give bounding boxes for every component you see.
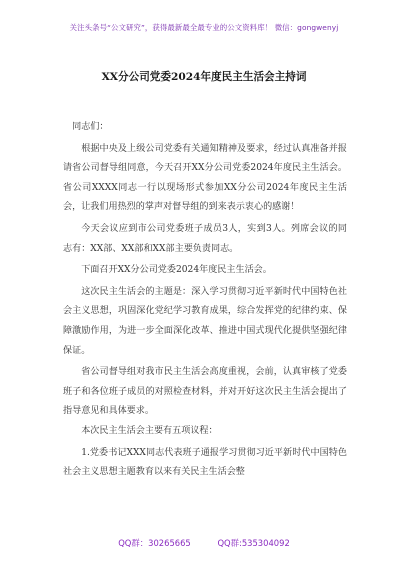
footer-qq-group-1: QQ群：30265665 — [118, 538, 191, 548]
paragraph-7: 1.党委书记XXX同志代表班子通报学习贯彻习近平新时代中国特色社会主义思想主题教育以来有关民主生活会整 — [63, 447, 347, 478]
footer — [0, 537, 408, 549]
footer-qq-group-2: QQ群:535304092 — [217, 538, 290, 548]
paragraph-3: 下面召开XX分公司党委2024年度民主生活会。 — [81, 265, 272, 276]
paragraph-5: 省公司督导组对我市民主生活会高度重视，会前，认真审核了党委班子和各位班子成员的对照检查材料，并对开好这次民主生活会提出了指导意见和具体要求。 — [63, 367, 347, 417]
paragraph-4: 这次民主生活会的主题是：深入学习贯彻习近平新时代中国特色社会主义思想，巩固深化党纪学习教育成果，综合发挥党的纪律约束、保障激励作用，为进一步全面深化改革、推进中国式现代化提供坚强纪律保证。 — [63, 286, 347, 356]
document-title: XX分公司党委2024年度民主生活会主持词 — [101, 71, 307, 83]
salutation: 同志们： — [72, 122, 109, 132]
header-banner: 关注头条号“公文研究”，获得最新最全最专业的公文资料库！ 微信：gongwenyj — [69, 23, 339, 32]
paragraph-6: 本次民主生活会主要有五项议程： — [81, 425, 218, 436]
document-body — [63, 118, 347, 483]
paragraph-2: 今天会议应到市公司党委班子成员3人，实到3人。列席会议的同志有：XX部、XX部和XX部主要负责同志。 — [63, 223, 347, 254]
paragraph-1: 根据中央及上级公司党委有关通知精神及要求，经过认真准备并报请省公司督导组同意，今天召开XX分公司党委2024年度民主生活会。省公司XXXX同志一行以现场形式参加XX分公司2024年度民主生活会，让我们用热烈的掌声对督导组的到来表示衷心的感谢！ — [63, 143, 347, 213]
